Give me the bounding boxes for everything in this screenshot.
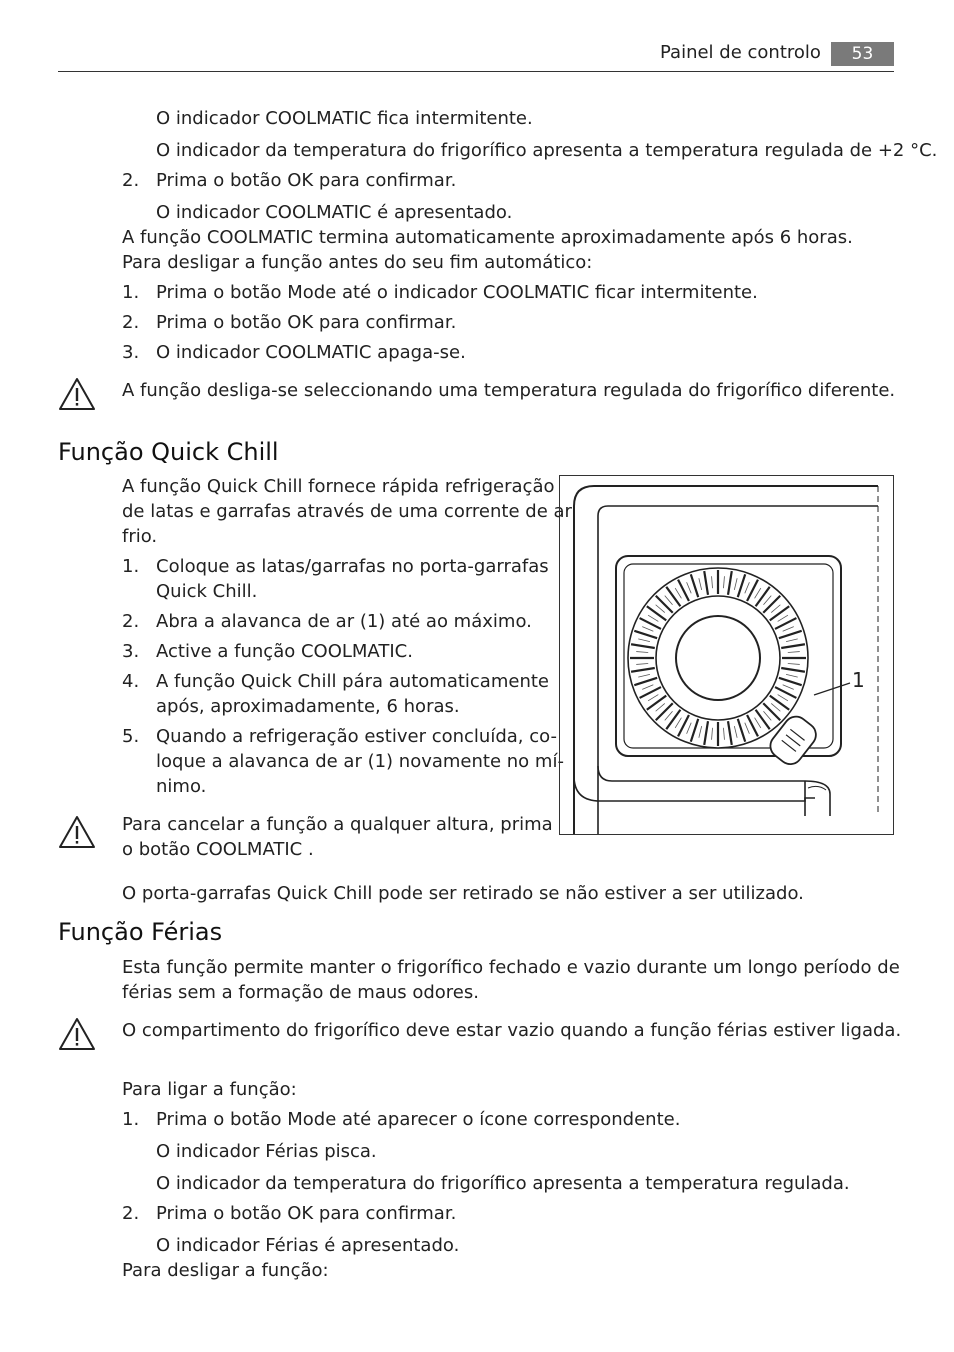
text-line: O indicador da temperatura do frigorífico apresenta a temperatura regulada. — [156, 1173, 850, 1194]
running-header: Painel de controlo — [660, 42, 821, 63]
quick-chill-illustration — [559, 475, 894, 835]
text-line: O indicador COOLMATIC é apresentado. — [156, 202, 513, 223]
step-text: Prima o botão OK para confirmar. — [156, 1203, 457, 1224]
paragraph-line: Esta função permite manter o frigorífico fechado e vazio durante um longo período de — [122, 957, 900, 978]
header-rule — [58, 71, 894, 72]
paragraph: O porta-garrafas Quick Chill pode ser retirado se não estiver a ser utilizado. — [122, 883, 804, 904]
step-number: 2. — [122, 1203, 140, 1224]
text-line: O indicador da temperatura do frigorífico apresenta a temperatura regulada de +2 °C. — [156, 140, 938, 161]
step-number: 2. — [122, 312, 140, 333]
paragraph-line: de latas e garrafas através de uma corrente de ar — [122, 501, 572, 522]
step-text: Prima o botão Mode até aparecer o ícone correspondente. — [156, 1109, 681, 1130]
warning-icon — [58, 377, 96, 411]
step-number: 1. — [122, 282, 140, 303]
step-number: 2. — [122, 170, 140, 191]
step-text: Active a função COOLMATIC. — [156, 641, 413, 662]
step-text: Quando a refrigeração estiver concluída, co- — [156, 726, 557, 747]
warning-icon — [58, 1017, 96, 1051]
step-number: 2. — [122, 611, 140, 632]
step-text: O indicador COOLMATIC apaga-se. — [156, 342, 466, 363]
step-number: 5. — [122, 726, 140, 747]
step-text: A função Quick Chill pára automaticamente — [156, 671, 549, 692]
step-text: Prima o botão Mode até o indicador COOLMATIC ficar intermitente. — [156, 282, 758, 303]
paragraph: Para ligar a função: — [122, 1079, 297, 1100]
warning-text: o botão COOLMATIC . — [122, 839, 314, 860]
step-text: loque a alavanca de ar (1) novamente no mí- — [156, 751, 564, 772]
paragraph-line: frio. — [122, 526, 158, 547]
warning-icon — [58, 815, 96, 849]
paragraph-line: A função Quick Chill fornece rápida refrigeração — [122, 476, 555, 497]
warning-text: Para cancelar a função a qualquer altura, prima — [122, 814, 553, 835]
section-heading: Função Férias — [58, 918, 223, 946]
step-text: nimo. — [156, 776, 207, 797]
step-number: 4. — [122, 671, 140, 692]
step-text: Prima o botão OK para confirmar. — [156, 170, 457, 191]
warning-text: O compartimento do frigorífico deve estar vazio quando a função férias estiver ligada. — [122, 1020, 902, 1041]
step-number: 1. — [122, 556, 140, 577]
text-line: O indicador Férias pisca. — [156, 1141, 377, 1162]
step-number: 3. — [122, 342, 140, 363]
paragraph: A função COOLMATIC termina automaticamente aproximadamente após 6 horas. — [122, 227, 853, 248]
step-text: Coloque as latas/garrafas no porta-garrafas — [156, 556, 549, 577]
paragraph: Para desligar a função antes do seu fim automático: — [122, 252, 593, 273]
step-text: Quick Chill. — [156, 581, 258, 602]
text-line: O indicador Férias é apresentado. — [156, 1235, 460, 1256]
paragraph: Para desligar a função: — [122, 1260, 329, 1281]
step-text: após, aproximadamente, 6 horas. — [156, 696, 460, 717]
page-number: 53 — [831, 42, 894, 66]
paragraph-line: férias sem a formação de maus odores. — [122, 982, 479, 1003]
step-text: Prima o botão OK para confirmar. — [156, 312, 457, 333]
callout-label: 1 — [852, 668, 865, 692]
step-number: 1. — [122, 1109, 140, 1130]
step-number: 3. — [122, 641, 140, 662]
section-heading: Função Quick Chill — [58, 438, 279, 466]
text-line: O indicador COOLMATIC fica intermitente. — [156, 108, 533, 129]
step-text: Abra a alavanca de ar (1) até ao máximo. — [156, 611, 532, 632]
warning-text: A função desliga-se seleccionando uma temperatura regulada do frigorífico diferente. — [122, 380, 896, 401]
